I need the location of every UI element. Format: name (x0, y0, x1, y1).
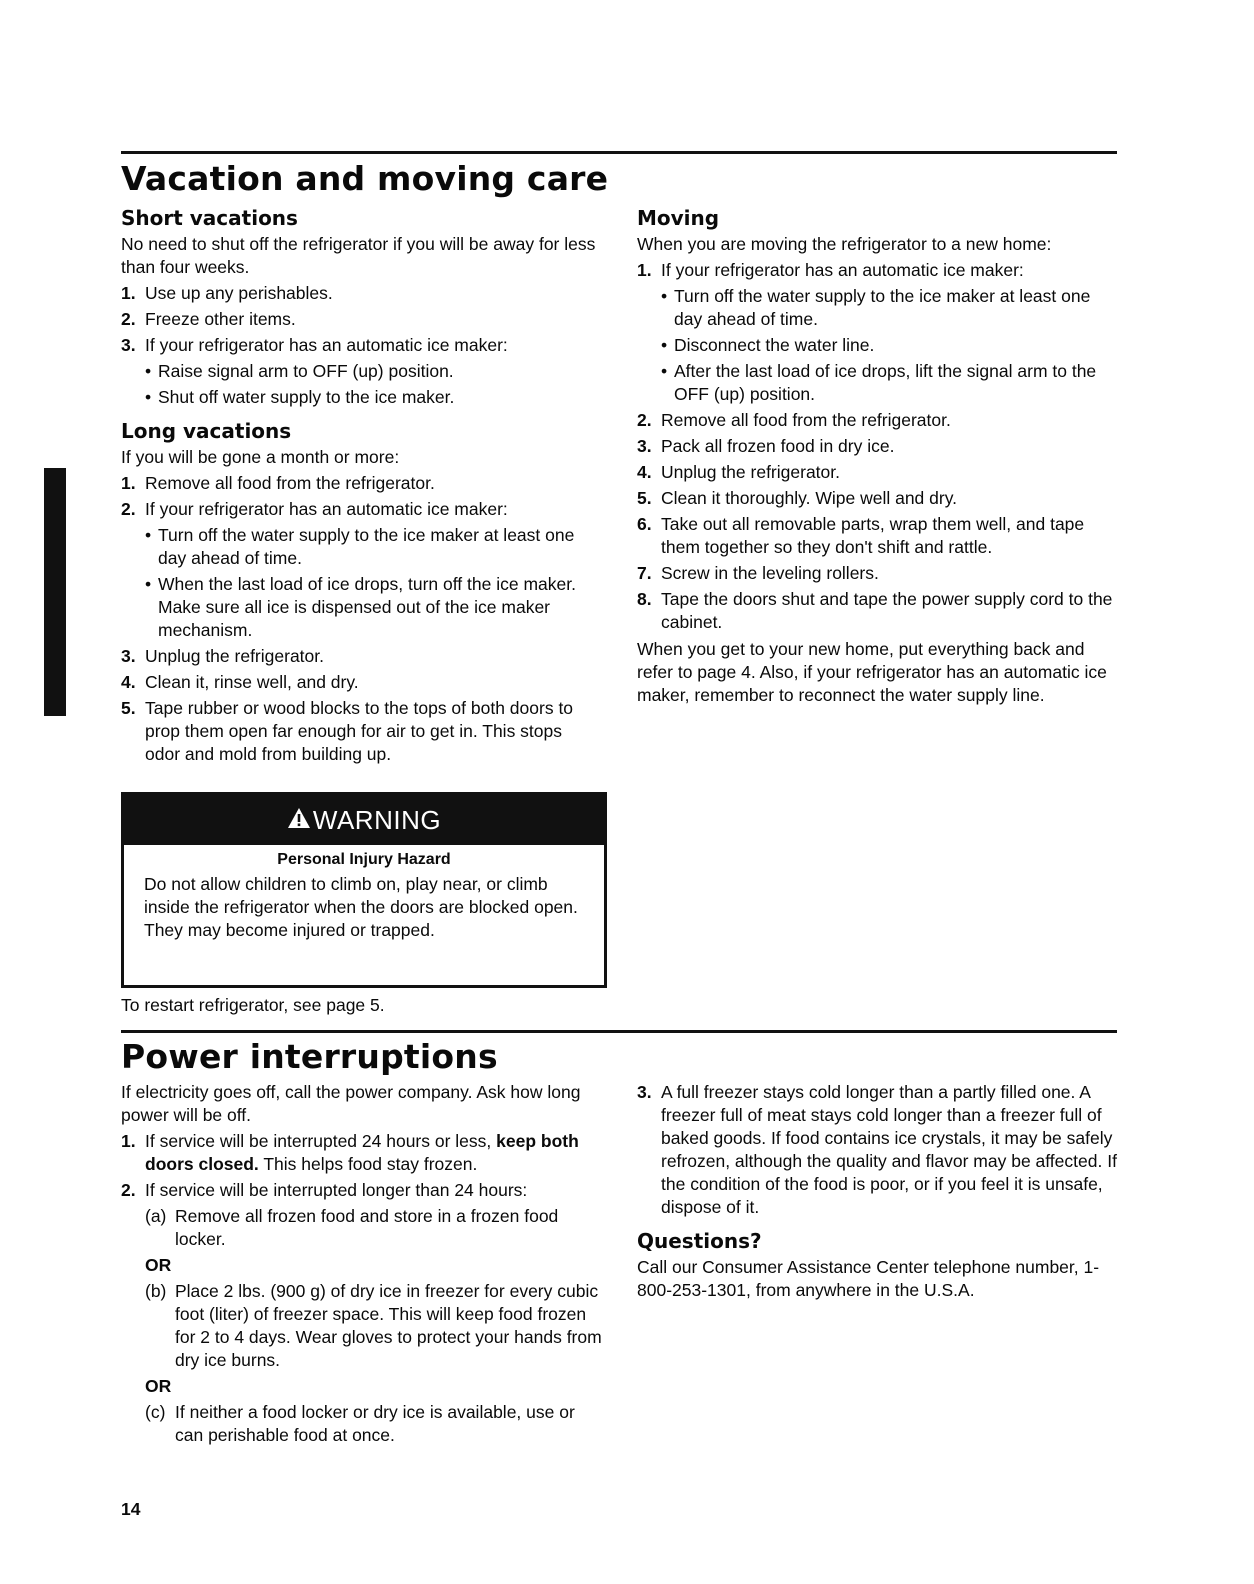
bullet-item: • Disconnect the water line. (661, 334, 1119, 357)
bullet-item: • After the last load of ice drops, lift the signal arm to the OFF (up) position. (661, 360, 1119, 406)
or-separator: OR (145, 1376, 172, 1396)
list-item: 2. Freeze other items. (121, 309, 296, 329)
page-number: 14 (121, 1499, 141, 1519)
bullet-item: • Raise signal arm to OFF (up) position. (145, 360, 601, 383)
list-item: 3. If your refrigerator has an automatic ice maker: • Raise signal arm to OFF (up) position. • Shut off water supply to the ice maker. (121, 334, 601, 409)
list-item: 3. A full freezer stays cold longer than a partly filled one. A freezer full of meat stays cold longer than a freezer full of baked goods. If food contains ice crystals, it may be safely refrozen, although the quality and flavor may be affected. If the condition of the food is poor, or if you feel it is unsafe, dispose of it. (637, 1082, 1117, 1217)
short-bullets (145, 360, 601, 409)
warning-subtitle: Personal Injury Hazard (277, 851, 451, 868)
bullet-item: • Turn off the water supply to the ice maker at least one day ahead of time. (661, 285, 1119, 331)
power-intro: If electricity goes off, call the power company. Ask how long power will be off. (121, 1082, 581, 1125)
moving-bullets (661, 285, 1119, 406)
warning-label: WARNING (312, 804, 442, 835)
list-item: 2. If service will be interrupted longer than 24 hours: (a) Remove all frozen food and store in a frozen food locker. OR (b) Place 2 lbs. (900 g) of dry ice in freezer for every cubic foot (liter) of freezer space. This will keep food frozen for 2 to 4 days. Wear gloves to protect your hands from dry ice burns. OR (c) If neither a food locker or dry ice is available, use or can perishable food at once. (121, 1180, 602, 1445)
right-column-moving (637, 206, 1119, 707)
long-intro: If you will be gone a month or more: (121, 447, 400, 467)
list-item: 1. Remove all food from the refrigerator. (121, 473, 435, 493)
list-item: 3. Pack all frozen food in dry ice. (637, 436, 895, 456)
warning-header (124, 795, 604, 845)
section-tab-marker (44, 468, 66, 716)
warning-text: Do not allow children to climb on, play near, or climb inside the refrigerator when the doors are blocked open. (144, 874, 578, 917)
power-steps-cont (637, 1081, 1119, 1219)
short-steps (121, 282, 601, 409)
list-item: 3. Unplug the refrigerator. (121, 646, 324, 666)
list-item: 1. If service will be interrupted 24 hours or less, keep both doors closed. This helps food stay frozen. (121, 1131, 579, 1174)
list-item: 2. If your refrigerator has an automatic ice maker: • Turn off the water supply to the ice maker at least one day ahead of time. • When the last load of ice drops, turn off the ice maker. Make sure all ice is dispensed out of the ice maker mechanism. (121, 498, 601, 642)
list-item: 8. Tape the doors shut and tape the power supply cord to the cabinet. (637, 589, 1113, 632)
warning-text: They may become injured or trapped. (144, 920, 435, 940)
warning-body (124, 869, 604, 942)
moving-closing: When you get to your new home, put everything back and refer to page 4. Also, if your refrigerator has an automatic ice maker, remember to reconnect the water supply line. (637, 639, 1107, 705)
questions-text: Call our Consumer Assistance Center telephone number, 1-800-253-1301, from anywhere in the U.S.A. (637, 1257, 1100, 1300)
option-item: (a) Remove all frozen food and store in a frozen food locker. (145, 1206, 559, 1249)
list-item: 5. Tape rubber or wood blocks to the tops of both doors to prop them open far enough for air to get in. This stops odor and mold from building up. (121, 698, 574, 764)
list-item: 7. Screw in the leveling rollers. (637, 563, 879, 583)
bullet-item: • Shut off water supply to the ice maker. (145, 386, 601, 409)
option-item: (b) Place 2 lbs. (900 g) of dry ice in freezer for every cubic foot (liter) of freezer space. This will keep food frozen for 2 to 4 days. Wear gloves to protect your hands from dry ice burns. (145, 1281, 602, 1370)
moving-intro: When you are moving the refrigerator to a new home: (637, 234, 1052, 254)
section-rule-top (121, 151, 1117, 154)
bullet-item: • When the last load of ice drops, turn off the ice maker. Make sure all ice is dispensed out of the ice maker mechanism. (145, 573, 601, 642)
heading-long-vacations: Long vacations (121, 419, 292, 443)
option-item: (c) If neither a food locker or dry ice is available, use or can perishable food at once. (145, 1402, 575, 1445)
left-column-power (121, 1081, 603, 1447)
list-item: 6. Take out all removable parts, wrap them well, and tape them together so they don't shift and rattle. (637, 514, 1085, 557)
short-intro: No need to shut off the refrigerator if you will be away for less than four weeks. (121, 234, 596, 277)
or-separator: OR (145, 1255, 172, 1275)
moving-steps (637, 259, 1119, 634)
bullet-item: • Turn off the water supply to the ice maker at least one day ahead of time. (145, 524, 601, 570)
right-column-power (637, 1081, 1119, 1302)
list-item: 2. Remove all food from the refrigerator. (637, 410, 951, 430)
power-options (145, 1205, 603, 1447)
power-steps (121, 1130, 603, 1447)
page-title-power: Power interruptions (121, 1037, 498, 1076)
heading-moving: Moving (637, 206, 720, 230)
warning-box (121, 792, 607, 988)
list-item: 1. Use up any perishables. (121, 283, 333, 303)
list-item: 4. Unplug the refrigerator. (637, 462, 840, 482)
page-title-vacation: Vacation and moving care (121, 159, 609, 198)
list-item: 5. Clean it thoroughly. Wipe well and dry. (637, 488, 958, 508)
list-item: 1. If your refrigerator has an automatic ice maker: • Turn off the water supply to the ice maker at least one day ahead of time. • Disconnect the water line. • After the last load of ice drops, lift the signal arm to the OFF (up) position. (637, 259, 1119, 406)
heading-questions: Questions? (637, 1229, 762, 1253)
list-item: 4. Clean it, rinse well, and dry. (121, 672, 359, 692)
heading-short-vacations: Short vacations (121, 206, 298, 230)
long-bullets (145, 524, 601, 642)
warning-triangle-icon (287, 805, 311, 836)
long-steps (121, 472, 601, 766)
section-rule-power (121, 1030, 1117, 1033)
restart-note: To restart refrigerator, see page 5. (121, 995, 385, 1015)
left-column-vacations (121, 206, 601, 766)
